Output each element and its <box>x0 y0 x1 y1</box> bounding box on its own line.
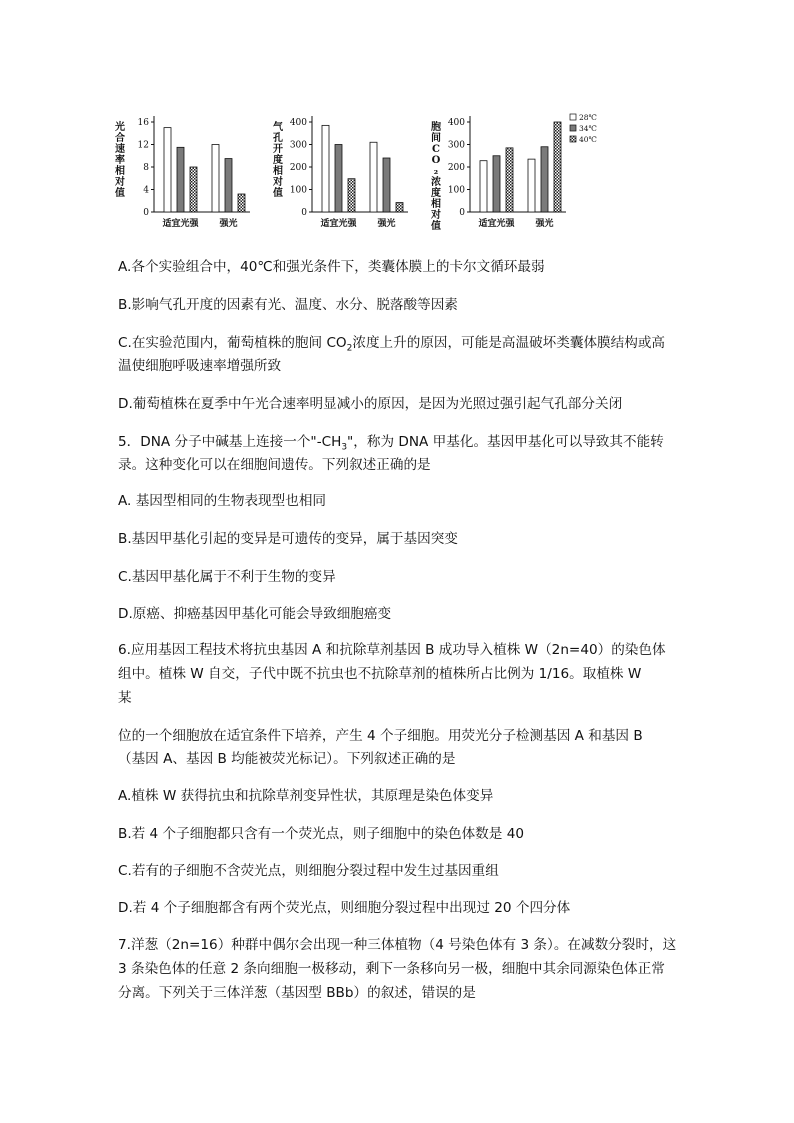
legend-swatch <box>570 136 576 142</box>
q7-stem-line1: 7.洋葱（2n=16）种群中偶尔会出现一种三体植物（4 号染色体有 3 条）。在减数分裂时，这 <box>118 937 677 953</box>
bar-34c <box>541 147 548 212</box>
y-tick-label: 400 <box>447 118 465 128</box>
y-tick-label: 200 <box>289 163 307 173</box>
bar-40c <box>506 148 513 212</box>
q6-option-c: C.若有的子细胞不含荧光点，则细胞分裂过程中发生过基因重组 <box>118 863 499 879</box>
legend-label: 28℃ <box>579 113 597 122</box>
bar-40c <box>396 203 403 212</box>
y-tick-label: 0 <box>143 208 149 218</box>
q4-option-c-cont: 温使细胞呼吸速率增强所致 <box>118 358 282 374</box>
y-tick-label: 100 <box>289 185 307 196</box>
bar-40c <box>554 122 561 212</box>
q5-option-c: C.基因甲基化属于不利于生物的变异 <box>118 569 336 585</box>
y-tick-label: 0 <box>459 208 465 218</box>
bar-28c <box>164 128 171 212</box>
y-tick-label: 300 <box>447 140 465 151</box>
y-tick-label: 0 <box>301 208 307 218</box>
q4c-part2: 浓度上升的原因，可能是高温破坏类囊体膜结构或高 <box>352 335 666 351</box>
chart-photosynthesis-svg <box>110 100 260 235</box>
y-axis-label: 气孔开度相对值 <box>273 122 283 199</box>
bar-34c <box>493 156 500 212</box>
q6-stem-line4: 位的一个细胞放在适宜条件下培养，产生 4 个子细胞。用荧光分子检测基因 A 和基因 B <box>118 728 643 744</box>
q6-stem-line2: 组中。植株 W 自交，子代中既不抗虫也不抗除草剂的植株所占比例为 1/16。取植株 W <box>118 666 642 682</box>
category-label: 适宜光强 <box>320 219 357 229</box>
bar-40c <box>348 179 355 212</box>
figure-charts <box>110 100 610 235</box>
q4c-subscript: 2 <box>346 343 353 354</box>
y-tick-label: 4 <box>143 185 149 196</box>
bar-40c <box>190 167 197 212</box>
q6-option-b: B.若 4 个子细胞都只含有一个荧光点，则子细胞中的染色体数是 40 <box>118 826 524 842</box>
q4-option-a: A.各个实验组合中，40℃和强光条件下，类囊体膜上的卡尔文循环最弱 <box>118 259 545 275</box>
chart-stomatal-opening <box>268 100 418 235</box>
y-tick-label: 8 <box>143 163 149 173</box>
bar-34c <box>335 145 342 213</box>
legend-swatch <box>570 114 576 120</box>
chart-co2-svg <box>426 100 610 235</box>
category-label: 强光 <box>377 219 396 229</box>
y-tick-label: 16 <box>137 118 149 128</box>
legend-swatch <box>570 125 576 131</box>
y-tick-label: 12 <box>137 140 149 151</box>
legend-label: 40℃ <box>579 135 597 144</box>
chart-photosynthesis-rate <box>110 100 260 235</box>
bar-28c <box>480 161 487 212</box>
y-tick-label: 200 <box>447 163 465 173</box>
q7-stem-line2: 3 条染色体的任意 2 条向细胞一极移动，剩下一条移向另一极，细胞中其余同源染色体正常 <box>118 961 665 977</box>
q4-option-d: D.葡萄植株在夏季中午光合速率明显减小的原因，是因为光照过强引起气孔部分关闭 <box>118 396 623 412</box>
legend-label: 34℃ <box>579 124 597 133</box>
bar-34c <box>383 158 390 212</box>
category-label: 适宜光强 <box>162 219 199 229</box>
bar-34c <box>225 159 232 212</box>
category-label: 强光 <box>219 219 238 229</box>
q5-option-a: A. 基因型相同的生物表现型也相同 <box>118 493 327 509</box>
y-tick-label: 300 <box>289 140 307 151</box>
y-axis-label: 胞间 C O ₂ 浓度相对值 <box>431 122 441 232</box>
q5-part2: "，称为 DNA 甲基化。基因甲基化可以导致其不能转 <box>347 434 664 450</box>
category-label: 适宜光强 <box>478 219 515 229</box>
q5-option-d: D.原癌、抑癌基因甲基化可能会导致细胞癌变 <box>118 606 392 622</box>
y-tick-label: 100 <box>447 185 465 196</box>
bar-28c <box>212 145 219 213</box>
q4-option-b: B.影响气孔开度的因素有光、温度、水分、脱落酸等因素 <box>118 297 458 313</box>
y-tick-label: 400 <box>289 118 307 128</box>
q6-stem-line1: 6.应用基因工程技术将抗虫基因 A 和抗除草剂基因 B 成功导入植株 W（2n=40）的染色体 <box>118 642 666 658</box>
q6-option-a: A.植株 W 获得抗虫和抗除草剂变异性状，其原理是染色体变异 <box>118 788 494 804</box>
y-axis-label: 光合速率相对值 <box>115 122 125 199</box>
q7-stem-line3: 分离。下列关于三体洋葱（基因型 BBb）的叙述，错误的是 <box>118 985 476 1001</box>
q6-stem-line5: （基因 A、基因 B 均能被荧光标记）。下列叙述正确的是 <box>118 751 456 767</box>
q5-part1: 5．DNA 分子中碱基上连接一个"-CH <box>118 434 342 450</box>
q5-stem-cont: 录。这种变化可以在细胞间遗传。下列叙述正确的是 <box>118 457 431 473</box>
bar-40c <box>238 194 245 212</box>
q4c-part1: C.在实验范围内，葡萄植株的胞间 CO <box>118 335 347 351</box>
q6-stem-line3: 某 <box>118 690 132 706</box>
bar-28c <box>370 142 377 212</box>
chart-stomatal-svg <box>268 100 418 235</box>
q5-subscript: 3 <box>341 442 348 453</box>
q6-option-d: D.若 4 个子细胞都含有两个荧光点，则细胞分裂过程中出现过 20 个四分体 <box>118 900 571 916</box>
q5-option-b: B.基因甲基化引起的变异是可遗传的变异，属于基因突变 <box>118 531 458 547</box>
bar-34c <box>177 147 184 212</box>
bar-28c <box>322 125 329 212</box>
bar-28c <box>528 159 535 212</box>
chart-intercellular-co2 <box>426 100 610 235</box>
category-label: 强光 <box>535 219 554 229</box>
